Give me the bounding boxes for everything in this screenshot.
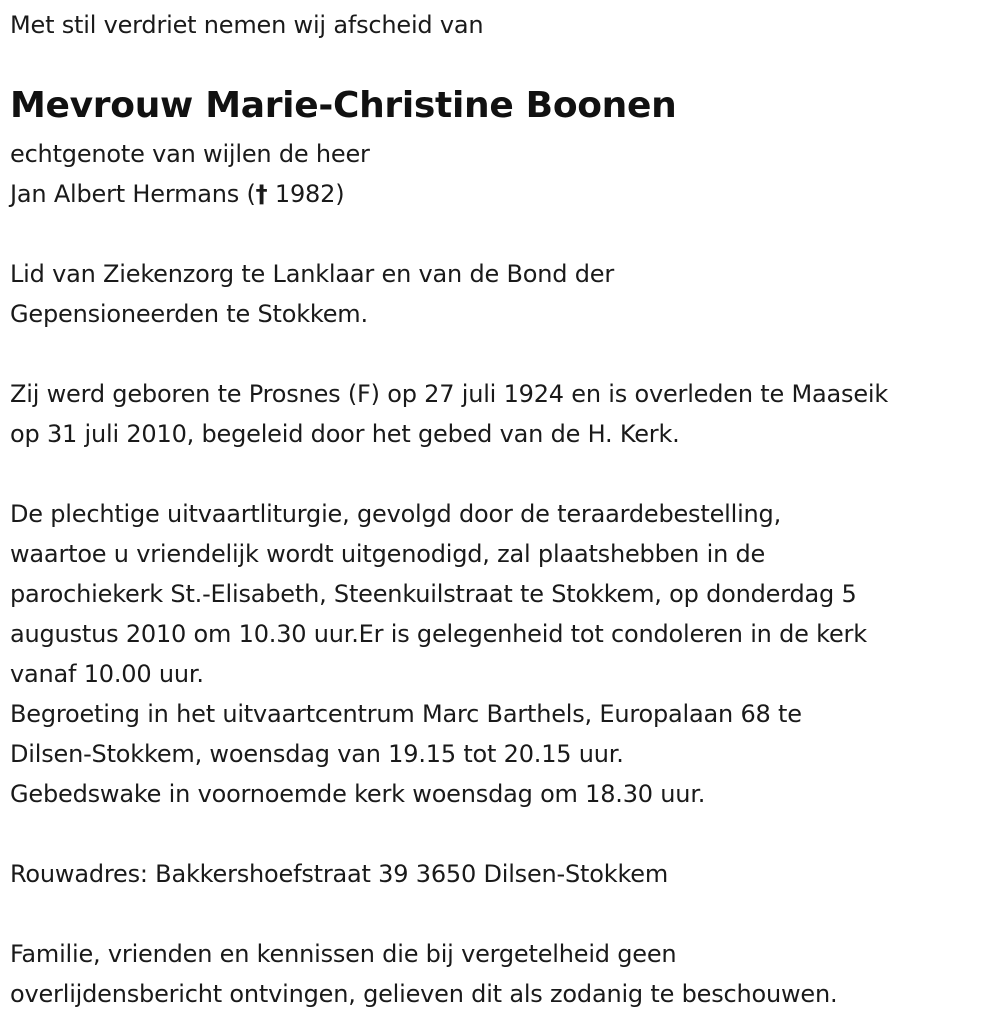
mourning-address: Rouwadres: Bakkershoefstraat 39 3650 Dilsen-Stokkem (10, 860, 669, 888)
intro-text: Met stil verdriet nemen wij afscheid van (10, 11, 484, 39)
ceremony-line: Dilsen-Stokkem, woensdag van 19.15 tot 20.15 uur. (10, 740, 624, 768)
membership-section (10, 254, 614, 334)
ceremony-section (10, 494, 867, 814)
spouse-name: Jan Albert Hermans ( (10, 180, 256, 208)
birth-death-line: Zij werd geboren te Prosnes (F) op 27 juli 1924 en is overleden te Maaseik (10, 380, 889, 408)
spouse-section (10, 134, 370, 214)
membership-line: Lid van Ziekenzorg te Lanklaar en van de Bond der (10, 260, 614, 288)
ceremony-line: parochiekerk St.-Elisabeth, Steenkuilstraat te Stokkem, op donderdag 5 (10, 580, 857, 608)
deceased-name: Mevrouw Marie-Christine Boonen (10, 85, 677, 126)
spouse-death-year: 1982) (267, 180, 345, 208)
ceremony-line: vanaf 10.00 uur. (10, 660, 204, 688)
spouse-line-1: echtgenote van wijlen de heer (10, 140, 370, 168)
notice-line: overlijdensbericht ontvingen, gelieven dit als zodanig te beschouwen. (10, 980, 838, 1008)
birth-death-line: op 31 juli 2010, begeleid door het gebed van de H. Kerk. (10, 420, 680, 448)
ceremony-line: augustus 2010 om 10.30 uur.Er is gelegenheid tot condoleren in de kerk (10, 620, 867, 648)
spouse-line-2 (10, 174, 370, 214)
notice-section (10, 934, 837, 1014)
cross-icon: † (255, 180, 268, 208)
ceremony-line: waartoe u vriendelijk wordt uitgenodigd, zal plaatshebben in de (10, 540, 766, 568)
membership-line: Gepensioneerden te Stokkem. (10, 300, 368, 328)
ceremony-line: Gebedswake in voornoemde kerk woensdag om 18.30 uur. (10, 780, 706, 808)
birth-death-section (10, 374, 888, 454)
ceremony-line: Begroeting in het uitvaartcentrum Marc Barthels, Europalaan 68 te (10, 700, 802, 728)
notice-line: Familie, vrienden en kennissen die bij vergetelheid geen (10, 940, 677, 968)
ceremony-line: De plechtige uitvaartliturgie, gevolgd door de teraardebestelling, (10, 500, 782, 528)
address-section (10, 854, 668, 894)
